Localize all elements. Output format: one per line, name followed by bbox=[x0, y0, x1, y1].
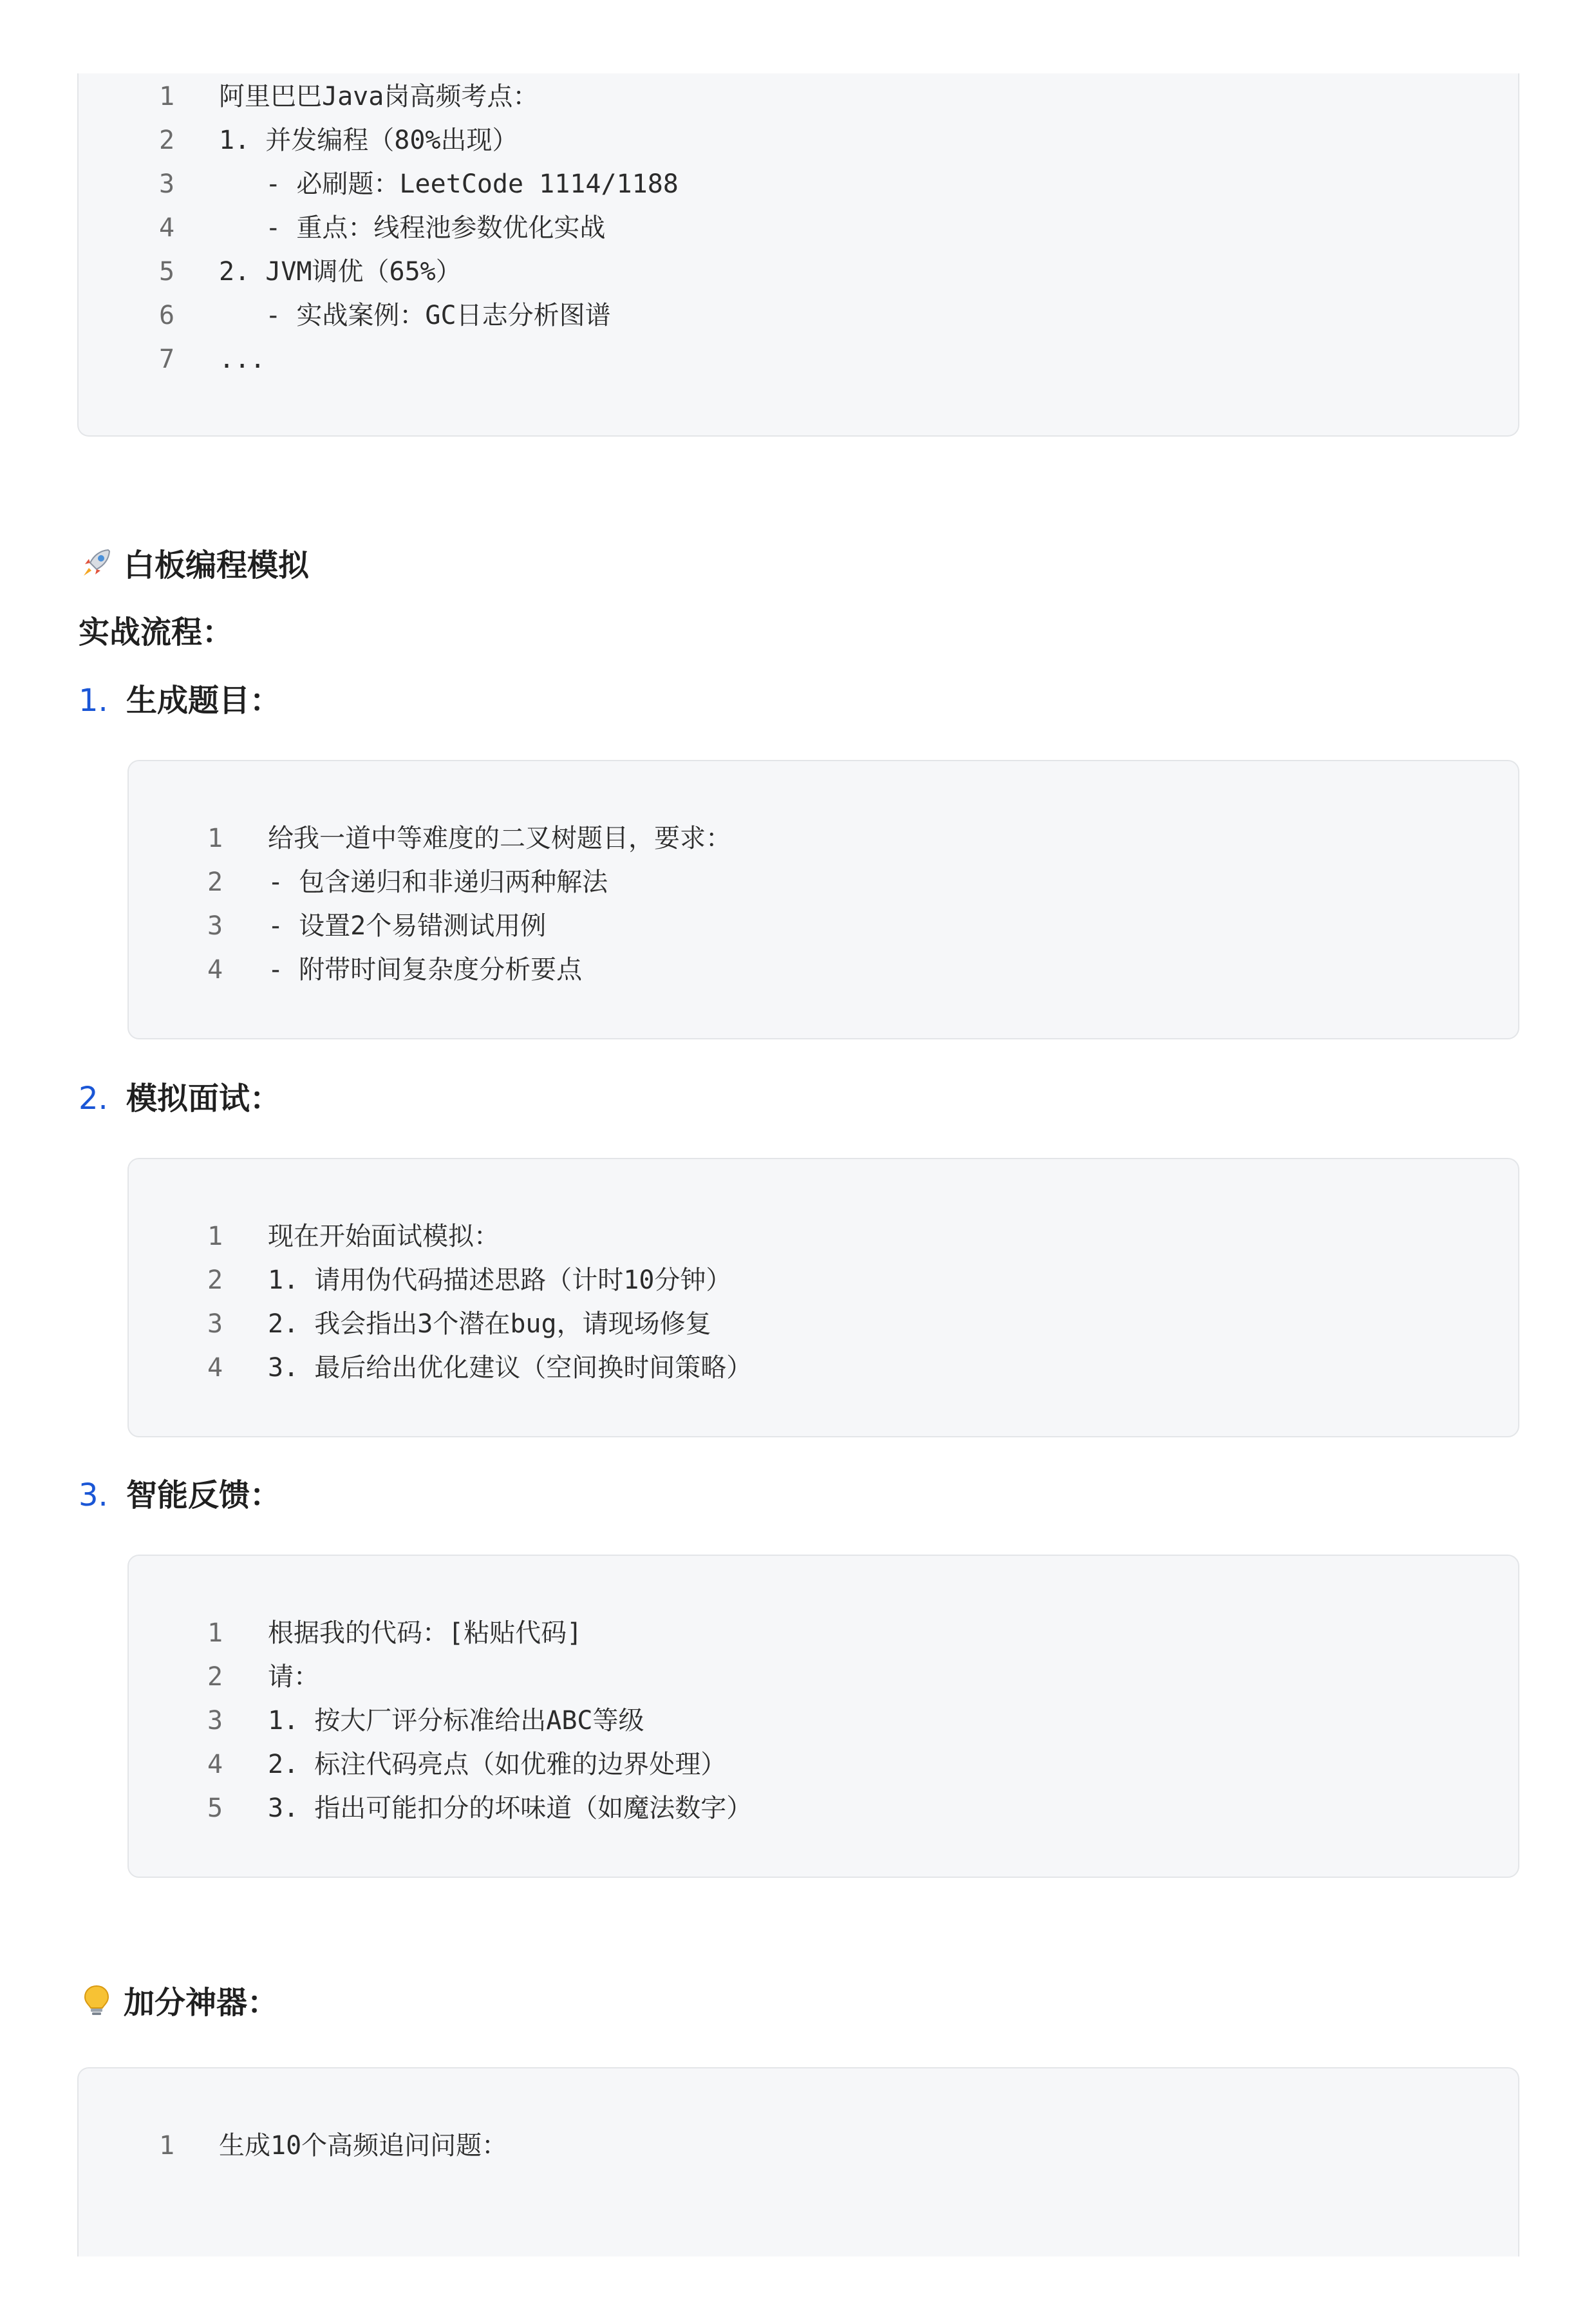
code-line bbox=[129, 1258, 732, 1302]
code-line bbox=[79, 75, 539, 118]
code-block-mock-interview bbox=[127, 1158, 1519, 1437]
code-text: - 设置2个易错测试用例 bbox=[268, 911, 547, 941]
section-title: 加分神器： bbox=[124, 1985, 279, 2021]
lightbulb-icon bbox=[79, 1982, 115, 2018]
code-line bbox=[79, 337, 266, 381]
code-line bbox=[129, 948, 583, 992]
code-text: 1. 请用伪代码描述思路（计时10分钟） bbox=[268, 1265, 732, 1295]
code-line bbox=[79, 118, 518, 162]
code-block-generate-question bbox=[127, 760, 1519, 1039]
code-text: 3. 最后给出优化建议（空间换时间策略） bbox=[268, 1353, 753, 1383]
line-number: 1 bbox=[159, 2131, 175, 2161]
line-number: 1 bbox=[207, 824, 223, 853]
code-line bbox=[79, 294, 611, 337]
code-line bbox=[79, 206, 606, 250]
line-number: 1 bbox=[207, 1222, 223, 1251]
step-number: 3. bbox=[79, 1477, 108, 1513]
code-block-smart-feedback bbox=[127, 1555, 1519, 1878]
line-number: 2 bbox=[207, 867, 223, 897]
line-number: 1 bbox=[207, 1618, 223, 1648]
code-line bbox=[79, 250, 462, 294]
line-number: 4 bbox=[159, 213, 175, 243]
step-number: 2. bbox=[79, 1081, 108, 1117]
code-line bbox=[129, 817, 731, 860]
line-number: 3 bbox=[207, 1706, 223, 1736]
code-text: 2. 我会指出3个潜在bug，请现场修复 bbox=[268, 1309, 711, 1339]
code-text: 现在开始面试模拟： bbox=[268, 1222, 500, 1251]
code-block-interview-topics bbox=[77, 73, 1519, 437]
line-number: 5 bbox=[207, 1793, 223, 1823]
line-number: 3 bbox=[207, 1309, 223, 1339]
code-text: 阿里巴巴Java岗高频考点： bbox=[219, 82, 539, 111]
line-number: 7 bbox=[159, 345, 175, 374]
code-line bbox=[129, 1699, 644, 1743]
line-number: 4 bbox=[207, 1353, 223, 1383]
code-line bbox=[129, 1302, 711, 1346]
code-line bbox=[129, 1215, 500, 1258]
step-number: 1. bbox=[79, 683, 108, 719]
code-line bbox=[129, 1786, 753, 1830]
rocket-icon bbox=[79, 545, 115, 581]
line-number: 2 bbox=[207, 1265, 223, 1295]
line-number: 2 bbox=[207, 1662, 223, 1692]
step-label: 生成题目： bbox=[126, 683, 281, 719]
line-number: 6 bbox=[159, 301, 175, 330]
line-number: 3 bbox=[159, 169, 175, 199]
subheading-workflow: 实战流程： bbox=[79, 614, 234, 650]
code-text: 1. 按大厂评分标准给出ABC等级 bbox=[268, 1706, 644, 1736]
step-mock-interview bbox=[79, 1079, 281, 1118]
code-line bbox=[129, 904, 547, 948]
code-line bbox=[129, 1655, 319, 1699]
step-label: 智能反馈： bbox=[126, 1477, 281, 1513]
step-generate-question bbox=[79, 681, 281, 720]
code-line bbox=[129, 1346, 753, 1390]
line-number: 1 bbox=[159, 82, 175, 111]
code-line bbox=[79, 162, 679, 206]
section-title: 白板编程模拟 bbox=[124, 547, 310, 583]
line-number: 4 bbox=[207, 1750, 223, 1779]
code-line bbox=[79, 2124, 508, 2168]
code-text: 给我一道中等难度的二叉树题目，要求： bbox=[268, 824, 731, 853]
code-text: - 包含递归和非递归两种解法 bbox=[268, 867, 608, 897]
code-text: 1. 并发编程（80%出现） bbox=[219, 126, 518, 155]
code-text: - 重点：线程池参数优化实战 bbox=[219, 213, 606, 243]
line-number: 2 bbox=[159, 126, 175, 155]
code-text: 3. 指出可能扣分的坏味道（如魔法数字） bbox=[268, 1793, 753, 1823]
code-text: ... bbox=[219, 345, 266, 374]
code-text: - 必刷题：LeetCode 1114/1188 bbox=[219, 169, 679, 199]
line-number: 3 bbox=[207, 911, 223, 941]
step-label: 模拟面试： bbox=[126, 1081, 281, 1117]
code-text: 请： bbox=[268, 1662, 319, 1692]
step-smart-feedback bbox=[79, 1476, 281, 1515]
code-line bbox=[129, 1611, 583, 1655]
code-line bbox=[129, 860, 608, 904]
code-text: 生成10个高频追问问题： bbox=[219, 2131, 508, 2161]
code-text: - 实战案例：GC日志分析图谱 bbox=[219, 301, 611, 330]
code-line bbox=[129, 1743, 727, 1786]
line-number: 5 bbox=[159, 257, 175, 287]
line-number: 4 bbox=[207, 955, 223, 985]
code-text: 2. JVM调优（65%） bbox=[219, 257, 462, 287]
code-text: 根据我的代码：[粘贴代码] bbox=[268, 1618, 583, 1648]
section-heading-whiteboard bbox=[79, 545, 309, 585]
code-text: - 附带时间复杂度分析要点 bbox=[268, 955, 583, 985]
code-block-bonus bbox=[77, 2067, 1519, 2256]
code-text: 2. 标注代码亮点（如优雅的边界处理） bbox=[268, 1750, 727, 1779]
section-heading-bonus bbox=[79, 1982, 278, 2022]
